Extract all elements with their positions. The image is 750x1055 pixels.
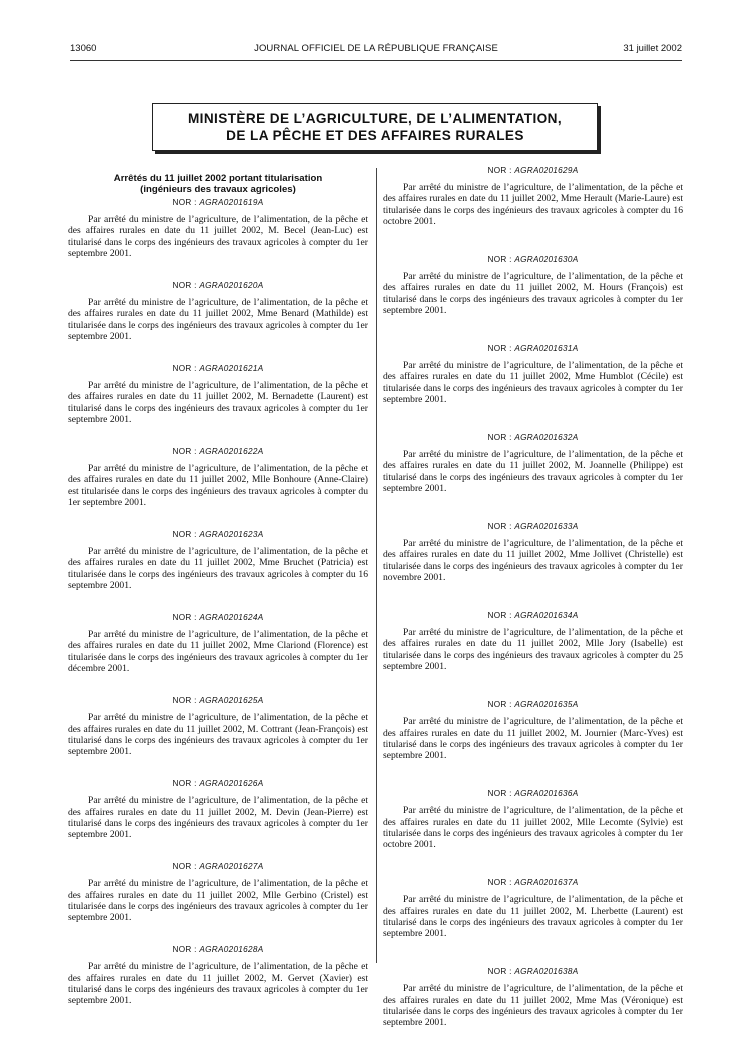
- nor-label: NOR :: [172, 530, 197, 540]
- section-title-line-2: (ingénieurs des travaux agricoles): [140, 184, 296, 195]
- decree-entry: [68, 446, 368, 508]
- nor-label: NOR :: [487, 967, 512, 977]
- nor-code: AGRA0201630A: [514, 255, 579, 265]
- nor-reference: [383, 610, 683, 621]
- nor-code: AGRA0201627A: [199, 862, 264, 872]
- decree-entry: [383, 966, 683, 1028]
- nor-label: NOR :: [172, 862, 197, 872]
- decree-text: Par arrêté du ministre de l’agriculture, de l’alimentation, de la pêche et des affaires rurales en date du 11 juillet 2002, M. Lherbette (Laurent) est titularisé dans le corps des ingénieurs des travaux agricoles à compter du 1er septembre 2001.: [383, 894, 683, 939]
- nor-label: NOR :: [172, 945, 197, 955]
- decree-text: Par arrêté du ministre de l’agriculture, de l’alimentation, de la pêche et des affaires rurales en date du 11 juillet 2002, Mlle Lecomte (Sylvie) est titularisée dans le corps des ingénieurs des travaux agricoles à compter du 1er octobre 2001.: [383, 805, 683, 850]
- left-entries: [68, 197, 368, 1006]
- nor-reference: [68, 197, 368, 208]
- issue-date: 31 juillet 2002: [623, 43, 682, 54]
- decree-text: Par arrêté du ministre de l’agriculture, de l’alimentation, de la pêche et des affaires rurales en date du 11 juillet 2002, M. Cottrant (Jean-François) est titularisé dans le corps des ingénieurs des travaux agricoles à compter du 1er septembre 2001.: [68, 712, 368, 757]
- decree-text: Par arrêté du ministre de l’agriculture, de l’alimentation, de la pêche et des affaires rurales en date du 11 juillet 2002, M. Bernadette (Laurent) est titularisé dans le corps des ingénieurs des travaux agricoles à compter du 1er septembre 2001.: [68, 380, 368, 425]
- decree-entry: [68, 612, 368, 674]
- nor-code: AGRA0201629A: [514, 166, 579, 175]
- decree-text: Par arrêté du ministre de l’agriculture, de l’alimentation, de la pêche et des affaires rurales en date du 11 juillet 2002, M. Becel (Jean-Luc) est titularisé dans le corps des ingénieurs des travaux agricoles à compter du 1er septembre 2001.: [68, 214, 368, 259]
- decree-text: Par arrêté du ministre de l’agriculture, de l’alimentation, de la pêche et des affaires rurales en date du 11 juillet 2002, M. Devin (Jean-Pierre) est titularisé dans le corps des ingénieurs des travaux agricoles à compter du 1er septembre 2001.: [68, 795, 368, 840]
- decree-text: Par arrêté du ministre de l’agriculture, de l’alimentation, de la pêche et des affaires rurales en date du 11 juillet 2002, Mme Jollivet (Christelle) est titularisée dans le corps des ingénieurs des travaux agricoles à compter du 1er novembre 2001.: [383, 538, 683, 583]
- page-header: [70, 43, 682, 59]
- decree-entry: [68, 280, 368, 342]
- nor-reference: [383, 165, 683, 176]
- decree-entry: [68, 778, 368, 840]
- decree-entry: [383, 432, 683, 494]
- nor-label: NOR :: [172, 364, 197, 374]
- nor-label: NOR :: [172, 779, 197, 789]
- section-title: [68, 173, 368, 195]
- nor-label: NOR :: [487, 700, 512, 710]
- journal-title: JOURNAL OFFICIEL DE LA RÉPUBLIQUE FRANÇAISE: [254, 43, 498, 54]
- nor-code: AGRA0201634A: [514, 611, 579, 621]
- decree-text: Par arrêté du ministre de l’agriculture, de l’alimentation, de la pêche et des affaires rurales en date du 11 juillet 2002, Mlle Jory (Isabelle) est titularisée dans le corps des ingénieurs des travaux agricoles à compter du 25 septembre 2001.: [383, 627, 683, 672]
- nor-reference: [383, 788, 683, 799]
- decree-entry: [68, 861, 368, 923]
- page-number: 13060: [70, 43, 97, 54]
- decree-entry: [383, 788, 683, 850]
- nor-code: AGRA0201619A: [199, 198, 264, 207]
- decree-text: Par arrêté du ministre de l’agriculture, de l’alimentation, de la pêche et des affaires rurales en date du 11 juillet 2002, M. Gervet (Xavier) est titularisé dans le corps des ingénieurs des travaux agricoles à compter du 1er septembre 2001.: [68, 961, 368, 1006]
- nor-reference: [383, 432, 683, 443]
- nor-code: AGRA0201624A: [199, 613, 264, 623]
- nor-code: AGRA0201632A: [514, 433, 579, 443]
- nor-label: NOR :: [172, 613, 197, 623]
- decree-entry: [68, 944, 368, 1006]
- nor-reference: [383, 343, 683, 354]
- nor-label: NOR :: [172, 198, 197, 207]
- decree-entry: [383, 610, 683, 672]
- decree-entry: [383, 877, 683, 939]
- nor-reference: [68, 529, 368, 540]
- nor-code: AGRA0201621A: [199, 364, 264, 374]
- decree-entry: [383, 165, 683, 227]
- nor-code: AGRA0201622A: [199, 447, 264, 457]
- nor-reference: [68, 778, 368, 789]
- nor-label: NOR :: [172, 696, 197, 706]
- nor-code: AGRA0201626A: [199, 779, 264, 789]
- right-entries: [383, 165, 683, 1028]
- nor-reference: [68, 446, 368, 457]
- nor-reference: [68, 944, 368, 955]
- nor-label: NOR :: [487, 789, 512, 799]
- decree-text: Par arrêté du ministre de l’agriculture, de l’alimentation, de la pêche et des affaires rurales en date du 11 juillet 2002, M. Journier (Marc-Yves) est titularisé dans le corps des ingénieurs des travaux agricoles à compter du 1er septembre 2001.: [383, 716, 683, 761]
- nor-reference: [383, 254, 683, 265]
- decree-entry: [68, 363, 368, 425]
- ministry-line-1: MINISTÈRE DE L’AGRICULTURE, DE L’ALIMENTATION,: [187, 111, 563, 126]
- nor-label: NOR :: [487, 255, 512, 265]
- nor-reference: [68, 363, 368, 374]
- decree-entry: [68, 529, 368, 591]
- decree-text: Par arrêté du ministre de l’agriculture, de l’alimentation, de la pêche et des affaires rurales en date du 11 juillet 2002, Mlle Gerbino (Cristel) est titularisée dans le corps des ingénieurs des travaux agricoles à compter du 1er septembre 2001.: [68, 878, 368, 923]
- nor-label: NOR :: [487, 878, 512, 888]
- decree-entry: [68, 197, 368, 259]
- nor-code: AGRA0201631A: [514, 344, 579, 354]
- nor-reference: [383, 699, 683, 710]
- decree-entry: [68, 695, 368, 757]
- ministry-box: [152, 103, 598, 151]
- decree-entry: [383, 343, 683, 405]
- decree-entry: [383, 699, 683, 761]
- nor-code: AGRA0201638A: [514, 967, 579, 977]
- section-title-line-1: Arrêtés du 11 juillet 2002 portant titularisation: [113, 173, 323, 184]
- nor-reference: [68, 280, 368, 291]
- decree-text: Par arrêté du ministre de l’agriculture, de l’alimentation, de la pêche et des affaires rurales en date du 11 juillet 2002, Mme Mas (Véronique) est titularisée dans le corps des ingénieurs des travaux agricoles à compter du 1er septembre 2001.: [383, 983, 683, 1028]
- nor-reference: [383, 966, 683, 977]
- nor-label: NOR :: [172, 447, 197, 457]
- decree-text: Par arrêté du ministre de l’agriculture, de l’alimentation, de la pêche et des affaires rurales en date du 11 juillet 2002, Mme Humblot (Cécile) est titularisée dans le corps des ingénieurs des travaux agricoles à compter du 1er septembre 2001.: [383, 360, 683, 405]
- decree-text: Par arrêté du ministre de l’agriculture, de l’alimentation, de la pêche et des affaires rurales en date du 11 juillet 2002, M. Hours (François) est titularisé dans le corps des ingénieurs des travaux agricoles à compter du 1er septembre 2001.: [383, 271, 683, 316]
- decree-text: Par arrêté du ministre de l’agriculture, de l’alimentation, de la pêche et des affaires rurales en date du 11 juillet 2002, Mme Benard (Mathilde) est titularisée dans le corps des ingénieurs des travaux agricoles à compter du 1er septembre 2001.: [68, 297, 368, 342]
- header-rule: [70, 60, 682, 61]
- decree-text: Par arrêté du ministre de l’agriculture, de l’alimentation, de la pêche et des affaires rurales en date du 11 juillet 2002, Mme Bruchet (Patricia) est titularisée dans le corps des ingénieurs des travaux agricoles à compter du 16 septembre 2001.: [68, 546, 368, 591]
- nor-code: AGRA0201635A: [514, 700, 579, 710]
- ministry-line-2: DE LA PÊCHE ET DES AFFAIRES RURALES: [226, 128, 524, 143]
- nor-label: NOR :: [487, 433, 512, 443]
- right-column: [383, 165, 683, 1055]
- decree-entry: [383, 254, 683, 316]
- nor-label: NOR :: [487, 344, 512, 354]
- nor-label: NOR :: [487, 611, 512, 621]
- nor-reference: [383, 877, 683, 888]
- decree-text: Par arrêté du ministre de l’agriculture, de l’alimentation, de la pêche et des affaires rurales en date du 11 juillet 2002, Mme Clariond (Florence) est titularisée dans le corps des ingénieurs des travaux agricoles à compter du 1er décembre 2001.: [68, 629, 368, 674]
- nor-label: NOR :: [487, 166, 512, 175]
- nor-reference: [383, 521, 683, 532]
- decree-text: Par arrêté du ministre de l’agriculture, de l’alimentation, de la pêche et des affaires rurales en date du 11 juillet 2002, M. Joannelle (Philippe) est titularisé dans le corps des ingénieurs des travaux agricoles à compter du 1er septembre 2001.: [383, 449, 683, 494]
- nor-code: AGRA0201633A: [514, 522, 579, 532]
- nor-code: AGRA0201623A: [199, 530, 264, 540]
- nor-code: AGRA0201628A: [199, 945, 264, 955]
- decree-text: Par arrêté du ministre de l’agriculture, de l’alimentation, de la pêche et des affaires rurales en date du 11 juillet 2002, Mlle Bonhoure (Anne-Claire) est titularisée dans le corps des ingénieurs des travaux agricoles à compter du 1er septembre 2001.: [68, 463, 368, 508]
- nor-code: AGRA0201625A: [199, 696, 264, 706]
- nor-code: AGRA0201620A: [199, 281, 264, 291]
- nor-reference: [68, 861, 368, 872]
- nor-reference: [68, 612, 368, 623]
- nor-reference: [68, 695, 368, 706]
- left-column: [68, 165, 368, 1027]
- nor-code: AGRA0201636A: [514, 789, 579, 799]
- decree-entry: [383, 521, 683, 583]
- nor-label: NOR :: [172, 281, 197, 291]
- decree-text: Par arrêté du ministre de l’agriculture, de l’alimentation, de la pêche et des affaires rurales en date du 11 juillet 2002, Mme Herault (Marie-Laure) est titularisée dans le corps des ingénieurs des travaux agricoles à compter du 16 octobre 2001.: [383, 182, 683, 227]
- column-divider: [376, 168, 377, 963]
- nor-code: AGRA0201637A: [514, 878, 579, 888]
- nor-label: NOR :: [487, 522, 512, 532]
